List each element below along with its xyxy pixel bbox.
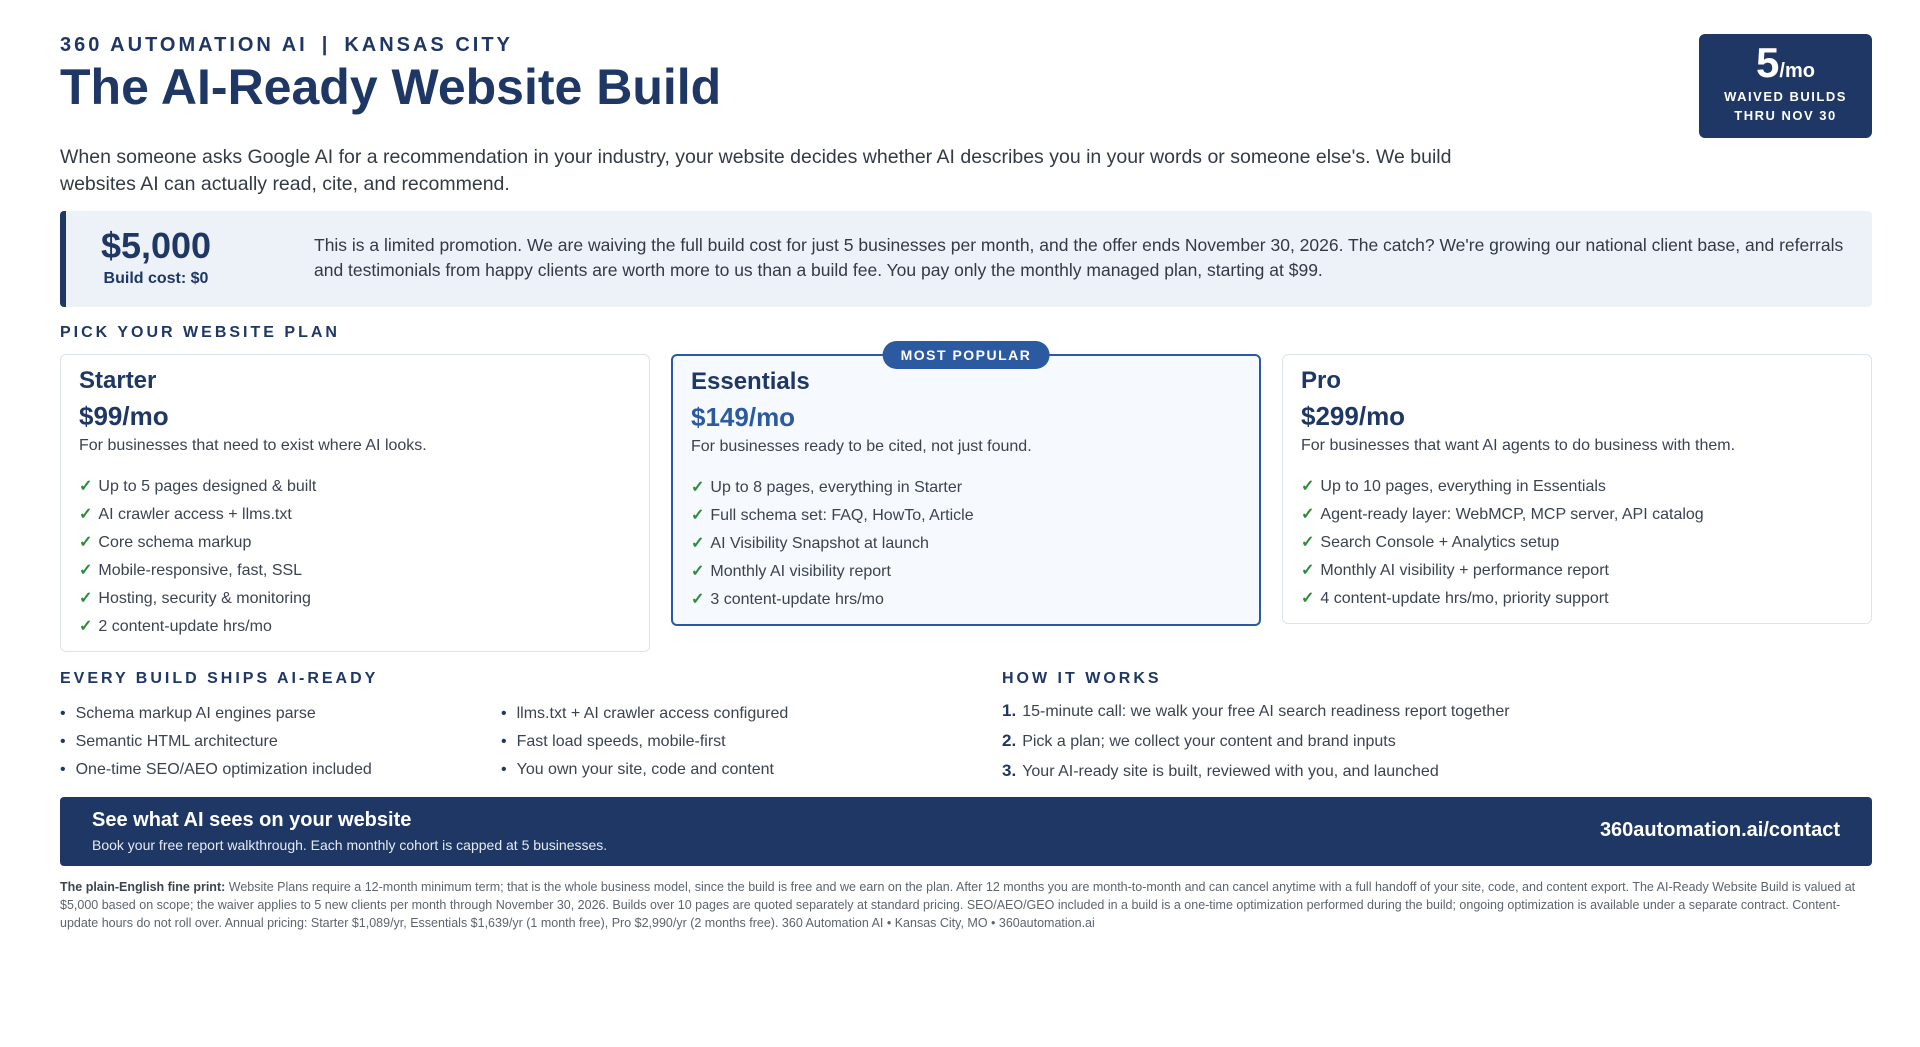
- badge-label-line-2: THRU NOV 30: [1734, 108, 1837, 124]
- plan-feature: [691, 502, 974, 530]
- plan-feature-text: 3 content-update hrs/mo: [710, 591, 884, 608]
- plan-feature: [1301, 501, 1704, 529]
- plan-feature-text: Hosting, security & monitoring: [98, 590, 311, 607]
- plan-feature: [1301, 557, 1704, 585]
- plan-feature: [79, 529, 316, 557]
- page-title: The AI-Ready Website Build: [60, 59, 722, 115]
- brand-location: KANSAS CITY: [344, 34, 513, 56]
- check-icon: ✓: [1301, 534, 1315, 551]
- plan-feature-text: 4 content-update hrs/mo, priority support: [1320, 590, 1609, 607]
- badge-unit: /mo: [1779, 60, 1815, 82]
- cta-heading: See what AI sees on your website: [92, 809, 412, 831]
- plan-feature: [79, 613, 316, 641]
- cta-banner[interactable]: [60, 797, 1872, 866]
- promo-price: $5,000: [100, 225, 212, 266]
- plan-feature: [1301, 473, 1704, 501]
- plan-feature-text: Up to 5 pages designed & built: [98, 478, 317, 495]
- ai-ready-list-col-2: [501, 700, 788, 784]
- check-icon: ✓: [691, 563, 705, 580]
- check-icon: ✓: [1301, 506, 1315, 523]
- plan-feature: [691, 558, 974, 586]
- plan-feature-list: [1301, 473, 1704, 613]
- most-popular-badge: MOST POPULAR: [883, 341, 1050, 369]
- badge-number: [1699, 40, 1872, 86]
- check-icon: ✓: [691, 507, 705, 524]
- plan-feature-text: Mobile-responsive, fast, SSL: [98, 562, 303, 579]
- plan-card-essentials[interactable]: [671, 347, 1261, 626]
- list-item: [60, 756, 372, 784]
- how-it-works-heading: HOW IT WORKS: [1002, 670, 1162, 687]
- plan-feature: [691, 474, 974, 502]
- plan-name: Pro: [1301, 367, 1342, 394]
- step-number: 3.: [1002, 761, 1017, 780]
- plan-price: $299/mo: [1301, 401, 1406, 431]
- list-item: [501, 728, 788, 756]
- step-item: [1002, 756, 1510, 786]
- brand-eyebrow: [60, 34, 513, 57]
- plan-feature: [1301, 585, 1704, 613]
- step-text: Pick a plan; we collect your content and brand inputs: [1022, 733, 1396, 750]
- bullet-icon: •: [501, 761, 507, 778]
- plan-feature: [691, 586, 974, 614]
- plan-feature: [79, 501, 316, 529]
- plan-feature-text: Up to 8 pages, everything in Starter: [710, 479, 963, 496]
- check-icon: ✓: [79, 478, 93, 495]
- plan-feature-text: 2 content-update hrs/mo: [98, 618, 272, 635]
- promo-banner: [60, 211, 1872, 307]
- plan-feature-text: Core schema markup: [98, 534, 252, 551]
- plan-feature-text: Monthly AI visibility report: [710, 563, 891, 580]
- check-icon: ✓: [79, 562, 93, 579]
- brand-separator: |: [321, 34, 331, 56]
- list-item-text: Fast load speeds, mobile-first: [516, 733, 726, 750]
- plan-feature: [79, 585, 316, 613]
- promo-text: This is a limited promotion. We are waiving the full build cost for just 5 businesses per month, and the offer ends November 30, 2026. The catch? We're growing our national client base, and referrals and testimonials from happy clients are worth more to us than a build fee. You pay only the monthly managed plan, starting at $99.: [314, 235, 1844, 280]
- list-item-text: Schema markup AI engines parse: [75, 705, 316, 722]
- step-number: 2.: [1002, 731, 1017, 750]
- plan-feature-list: [691, 474, 974, 614]
- plan-price: $99/mo: [79, 401, 169, 431]
- list-item-text: You own your site, code and content: [516, 761, 774, 778]
- check-icon: ✓: [79, 618, 93, 635]
- step-number: 1.: [1002, 701, 1017, 720]
- check-icon: ✓: [1301, 478, 1315, 495]
- waived-builds-badge: [1699, 34, 1872, 138]
- plan-feature: [1301, 529, 1704, 557]
- fine-print: [60, 878, 1872, 932]
- step-item: [1002, 696, 1510, 726]
- check-icon: ✓: [1301, 590, 1315, 607]
- plan-card-pro[interactable]: [1282, 354, 1872, 624]
- list-item: [60, 700, 372, 728]
- plan-description: For businesses that want AI agents to do business with them.: [1301, 437, 1736, 454]
- plan-feature-text: Full schema set: FAQ, HowTo, Article: [710, 507, 974, 524]
- contact-link[interactable]: 360automation.ai/contact: [1599, 819, 1840, 841]
- plan-feature-text: Up to 10 pages, everything in Essentials: [1320, 478, 1606, 495]
- step-text: 15-minute call: we walk your free AI search readiness report together: [1022, 703, 1510, 720]
- list-item-text: One-time SEO/AEO optimization included: [75, 761, 372, 778]
- bullet-icon: •: [60, 705, 66, 722]
- bullet-icon: •: [60, 761, 66, 778]
- check-icon: ✓: [79, 534, 93, 551]
- ai-ready-heading: EVERY BUILD SHIPS AI-READY: [60, 670, 379, 687]
- list-item: [60, 728, 372, 756]
- bullet-icon: •: [501, 705, 507, 722]
- plan-name: Essentials: [691, 368, 810, 395]
- plan-feature-text: Agent-ready layer: WebMCP, MCP server, API catalog: [1320, 506, 1704, 523]
- list-item: [501, 700, 788, 728]
- how-it-works-steps: [1002, 696, 1510, 786]
- check-icon: ✓: [691, 535, 705, 552]
- plan-price: $149/mo: [691, 402, 796, 432]
- promo-price-block: [96, 225, 216, 288]
- plan-description: For businesses that need to exist where AI looks.: [79, 437, 427, 454]
- check-icon: ✓: [1301, 562, 1315, 579]
- list-item-text: llms.txt + AI crawler access configured: [516, 705, 789, 722]
- badge-count: 5: [1756, 39, 1780, 86]
- bullet-icon: •: [60, 733, 66, 750]
- check-icon: ✓: [79, 590, 93, 607]
- badge-label-line-1: WAIVED BUILDS: [1724, 89, 1847, 105]
- plan-feature: [79, 473, 316, 501]
- list-item: [501, 756, 788, 784]
- cta-subtext: Book your free report walkthrough. Each monthly cohort is capped at 5 businesses.: [92, 837, 608, 853]
- ai-ready-list-col-1: [60, 700, 372, 784]
- fine-print-label: The plain-English fine print:: [60, 880, 226, 894]
- plan-feature-text: AI Visibility Snapshot at launch: [710, 535, 929, 552]
- plan-feature-list: [79, 473, 316, 641]
- plan-feature: [691, 530, 974, 558]
- plan-feature-text: Search Console + Analytics setup: [1320, 534, 1560, 551]
- intro-paragraph: When someone asks Google AI for a recommendation in your industry, your website decides whether AI describes you in your words or someone else's. We build websites AI can actually read, cite, and recommend.: [60, 146, 1452, 195]
- step-text: Your AI-ready site is built, reviewed with you, and launched: [1022, 763, 1439, 780]
- check-icon: ✓: [691, 479, 705, 496]
- brand-name: 360 AUTOMATION AI: [60, 34, 308, 56]
- plan-feature-text: Monthly AI visibility + performance report: [1320, 562, 1609, 579]
- plan-card-starter[interactable]: [60, 354, 650, 652]
- plans-heading: PICK YOUR WEBSITE PLAN: [60, 324, 340, 341]
- plan-feature: [79, 557, 316, 585]
- fine-print-text: Website Plans require a 12-month minimum term; that is the whole business model, since the build is free and we earn on the plan. After 12 months you are month-to-month and can cancel anytime with a full handoff of your site, code, and content export. The AI-Ready Website Build is valued at $5,000 based on scope; the waiver applies to 5 new clients per month through November 30, 2026. Builds over 10 pages are quoted separately at standard pricing. SEO/AEO/GEO included in a build is a one-time optimization performed during the build; ongoing optimization is available under a separate contract. Content-update hours do not roll over. Annual pricing: Starter $1,089/yr, Essentials $1,639/yr (1 month free), Pro $2,990/yr (2 months free). 360 Automation AI • Kansas City, MO • 360automation.ai: [60, 880, 1856, 930]
- list-item-text: Semantic HTML architecture: [75, 733, 278, 750]
- step-item: [1002, 726, 1510, 756]
- promo-build-cost: Build cost: $0: [103, 270, 209, 288]
- bullet-icon: •: [501, 733, 507, 750]
- plan-feature-text: AI crawler access + llms.txt: [98, 506, 292, 523]
- check-icon: ✓: [691, 591, 705, 608]
- plan-name: Starter: [79, 367, 157, 394]
- plan-description: For businesses ready to be cited, not just found.: [691, 438, 1032, 455]
- check-icon: ✓: [79, 506, 93, 523]
